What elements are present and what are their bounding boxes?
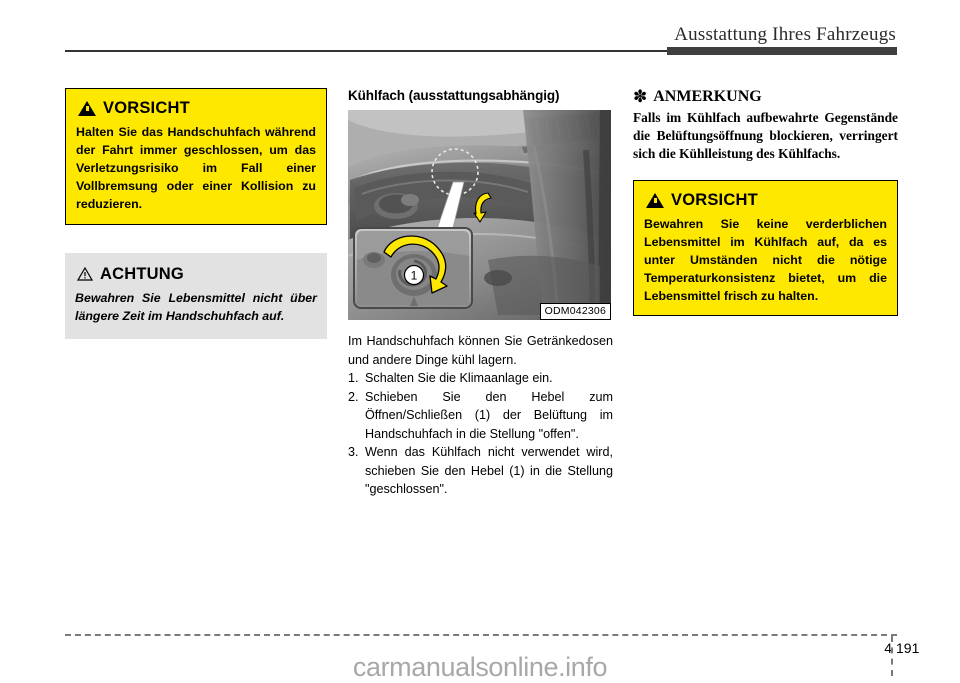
- right-column: [633, 88, 898, 316]
- header-rule-thick: [667, 47, 897, 55]
- caution-triangle-outline-icon: [77, 267, 93, 281]
- figure-glovebox-cooling: [348, 110, 611, 320]
- warning-box-glovebox-closed: [65, 88, 327, 225]
- warning-triangle-solid-icon: [78, 101, 96, 116]
- step-text: Schieben Sie den Hebel zum Öffnen/Schließen (1) der Belüftung im Handschuhfach in die Stellung "offen".: [365, 389, 613, 441]
- footer-chapter-number: 4: [884, 640, 892, 656]
- note-body: Falls im Kühlfach aufbewahrte Gegenstände die Belüftungsöffnung blockieren, verringert sich die Kühlleistung des Kühlfachs.: [633, 110, 898, 162]
- left-column: [65, 88, 327, 339]
- step-text: Wenn das Kühlfach nicht verwendet wird, schieben Sie den Hebel (1) in die Stellung "geschlossen".: [365, 445, 613, 496]
- figure-inset-detail: [354, 228, 472, 308]
- step-item: [348, 369, 613, 388]
- footer-rule: [65, 634, 897, 636]
- step-number: 3.: [348, 445, 359, 459]
- note-title: ANMERKUNG: [653, 88, 762, 105]
- intro-paragraph: Im Handschuhfach können Sie Getränkedosen und andere Dinge kühl lagern.: [348, 334, 613, 367]
- warning-box-title: VORSICHT: [671, 190, 758, 209]
- page-title: Ausstattung Ihres Fahrzeugs: [674, 24, 896, 45]
- spacer: [65, 225, 327, 253]
- warning-box-title-row: [646, 191, 887, 210]
- warning-box-perishable-food: [633, 180, 898, 317]
- step-item: [348, 443, 613, 499]
- header-rule-thin: [65, 50, 669, 52]
- caution-box-title-row: [77, 265, 317, 284]
- figure-caption: ODM042306: [540, 303, 611, 320]
- warning-box-title: VORSICHT: [103, 99, 190, 117]
- caution-box-title: ACHTUNG: [100, 264, 184, 283]
- step-number: 2.: [348, 389, 359, 404]
- page-header: [0, 0, 960, 60]
- warning-triangle-solid-icon: [646, 193, 664, 208]
- watermark: carmanualsonline.info: [352, 652, 608, 682]
- warning-box-body: Bewahren Sie keine verderblichen Lebensmittel im Kühlfach auf, da es unter Umständen nicht die nötige Temperaturkonsistenz bietet, um die Lebensmittel frisch zu halten.: [644, 216, 887, 304]
- caution-box-food-storage: [65, 253, 327, 339]
- middle-column: [348, 88, 613, 499]
- caution-box-body: Bewahren Sie Lebensmittel nicht über längere Zeit im Handschuhfach auf.: [75, 290, 317, 323]
- section-heading-kuehlfach: Kühlfach (ausstattungsabhängig): [348, 88, 560, 103]
- warning-box-title-row: [78, 99, 316, 118]
- step-number: 1.: [348, 371, 359, 385]
- step-text: Schalten Sie die Klimaanlage ein.: [365, 371, 553, 385]
- figure-callout-number: 1: [410, 268, 418, 283]
- step-item: [348, 388, 613, 444]
- footer-page-number: 191: [896, 640, 920, 656]
- warning-box-body: Halten Sie das Handschuhfach während der Fahrt immer geschlossen, um das Verletzungsrisiko im Fall einer Vollbremsung oder einer Kollision zu reduzieren.: [76, 125, 316, 212]
- steps-list: [348, 369, 613, 499]
- note-title-row: [633, 88, 898, 106]
- glovebox-illustration: [348, 110, 611, 320]
- asterisk-icon: ✽: [633, 86, 648, 107]
